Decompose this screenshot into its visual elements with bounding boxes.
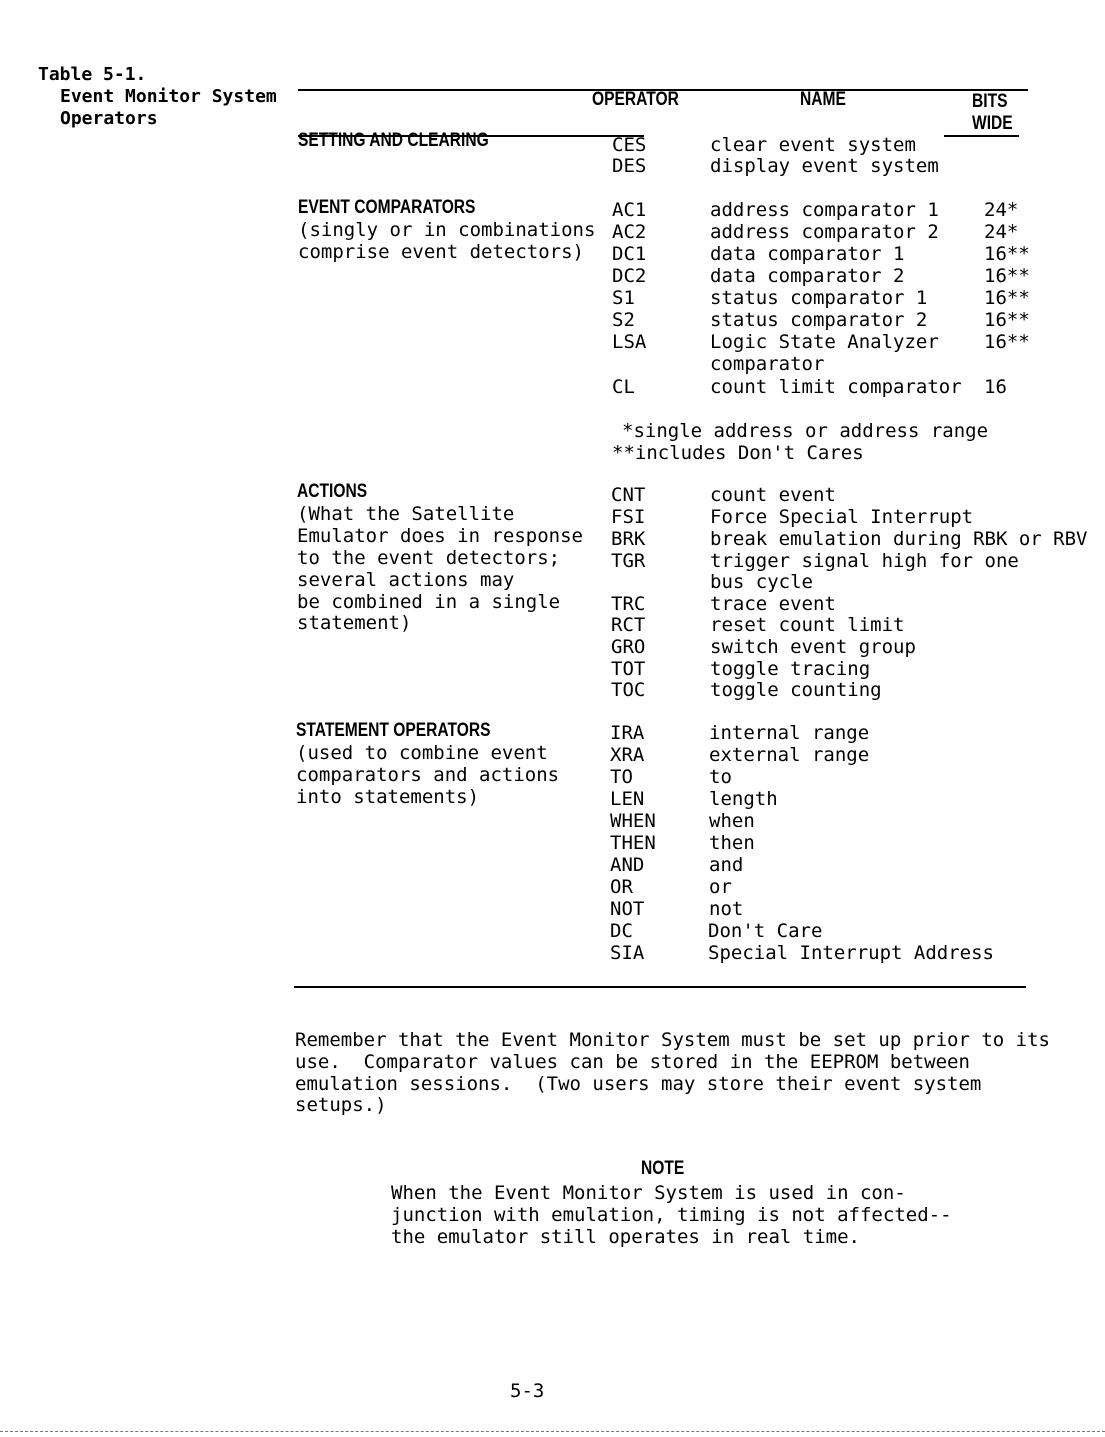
operator-code: TOC [611,679,646,701]
operator-code: TRC [611,593,646,615]
operator-bits: 16** [984,287,1030,309]
header-wide: WIDE [972,113,1013,134]
header-operator: OPERATOR [592,89,679,110]
operator-name: display event system [710,155,939,177]
section-title-statement: STATEMENT OPERATORS [296,720,491,741]
operator-name: Don't Care [708,920,823,942]
operator-code: BRK [611,528,646,550]
footnote: *single address or address range [622,420,989,442]
scan-edge-line [0,1431,1105,1433]
note-title: NOTE [641,1158,685,1179]
operator-code: NOT [610,898,645,920]
note-line: junction with emulation, timing is not affected-- [391,1204,952,1226]
operator-name: internal range [709,722,870,744]
operator-bits: 24* [984,221,1019,243]
operator-name: and [709,854,744,876]
operator-bits: 16** [984,265,1030,287]
operator-bits: 16 [984,376,1007,398]
section-description: into statements) [296,786,480,808]
operator-name: not [709,898,744,920]
operator-code: SIA [610,942,645,964]
operator-name-continued: comparator [710,353,825,375]
note-line: the emulator still operates in real time. [391,1226,860,1248]
section-description: comparators and actions [296,764,560,786]
operator-bits: 24* [984,199,1019,221]
operator-code: WHEN [610,810,656,832]
table-caption-title: Event Monitor System [60,86,277,107]
operator-name: address comparator 1 [710,199,939,221]
operator-name: or [709,876,732,898]
operator-code: DC1 [612,243,647,265]
operator-name: count limit comparator [710,376,962,398]
operator-name: address comparator 2 [710,221,939,243]
operator-code: FSI [611,506,646,528]
note-line: When the Event Monitor System is used in con- [391,1182,906,1204]
operator-code: CL [612,376,635,398]
operator-code: GRO [611,636,646,658]
operator-code: OR [610,876,633,898]
section-description: Emulator does in response [297,525,583,547]
footnote: **includes Don't Cares [612,442,864,464]
header-name: NAME [800,89,846,110]
operator-name: to [709,766,732,788]
operator-code: TOT [611,658,646,680]
operator-code: DC2 [612,265,647,287]
section-description: to the event detectors; [297,547,561,569]
header-bits: BITS [972,91,1008,112]
body-paragraph-line: setups.) [295,1094,387,1116]
section-description: several actions may [297,569,515,591]
table-caption-title-2: Operators [60,108,158,129]
operator-code: IRA [610,722,645,744]
section-title-actions: ACTIONS [297,481,368,502]
operator-name: then [709,832,755,854]
operator-name: reset count limit [710,614,905,636]
section-description: (singly or in combinations [298,219,596,241]
operator-name: break emulation during RBK or RBV [710,528,1088,550]
operator-name: status comparator 1 [710,287,928,309]
operator-name: Special Interrupt Address [708,942,994,964]
operator-code: CNT [611,484,646,506]
body-paragraph-line: use. Comparator values can be stored in the EEPROM between [295,1051,970,1073]
operator-bits: 16** [984,243,1030,265]
operator-code: S2 [612,309,635,331]
operator-name: Force Special Interrupt [710,506,974,528]
section-description: be combined in a single [297,591,561,613]
operator-code: TGR [611,550,646,572]
operator-code: AC1 [612,199,647,221]
operator-code: DC [610,920,633,942]
operator-name: status comparator 2 [710,309,928,331]
operator-name: trigger signal high for one [710,550,1019,572]
section-description: statement) [297,612,412,634]
table-bottom-rule [294,986,1026,988]
operator-name: toggle tracing [710,658,871,680]
operator-code: CES [612,134,647,156]
operator-code: AND [610,854,645,876]
page-number: 5-3 [510,1380,545,1402]
operator-name: count event [710,484,836,506]
operator-name-continued: bus cycle [710,571,813,593]
body-paragraph-line: Remember that the Event Monitor System must be set up prior to its [295,1029,1050,1051]
section-title-comparators: EVENT COMPARATORS [298,197,476,218]
operator-code: TO [610,766,633,788]
section-description: comprise event detectors) [298,241,584,263]
section-description: (What the Satellite [297,503,515,525]
body-paragraph-line: emulation sessions. (Two users may store their event system [295,1073,982,1095]
operator-name: length [709,788,778,810]
operator-code: LSA [612,331,647,353]
section-title-setting: SETTING AND CLEARING [298,130,489,151]
operator-code: S1 [612,287,635,309]
operator-name: switch event group [710,636,916,658]
operator-code: AC2 [612,221,647,243]
operator-code: THEN [610,832,656,854]
bits-header-rule [944,135,1019,137]
section-description: (used to combine event [296,742,548,764]
table-caption-number: Table 5-1. [38,64,147,85]
operator-name: trace event [710,593,836,615]
operator-bits: 16** [984,331,1030,353]
operator-name: clear event system [710,134,916,156]
operator-name: data comparator 1 [710,243,905,265]
operator-name: toggle counting [710,679,882,701]
operator-code: RCT [611,614,646,636]
operator-name: external range [709,744,870,766]
operator-name: data comparator 2 [710,265,905,287]
operator-bits: 16** [984,309,1030,331]
operator-name: Logic State Analyzer [710,331,939,353]
operator-code: XRA [610,744,645,766]
operator-code: DES [612,155,647,177]
operator-name: when [709,810,755,832]
operator-code: LEN [610,788,645,810]
